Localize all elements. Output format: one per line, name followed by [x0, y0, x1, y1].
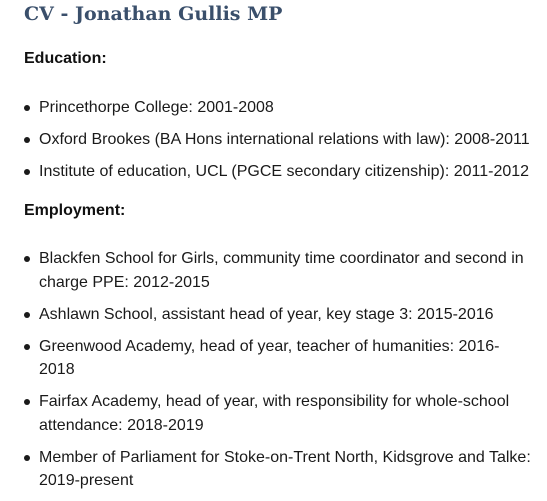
education-item	[0, 128, 547, 152]
employment-item-text: Ashlawn School, assistant head of year, key stage 3: 2015-2016	[39, 305, 494, 323]
employment-heading: Employment:	[24, 202, 126, 219]
employment-item	[0, 390, 547, 437]
bullet-icon	[24, 312, 30, 318]
education-list	[0, 96, 547, 192]
page-title: CV - Jonathan Gullis MP	[24, 3, 283, 25]
education-item-text: Oxford Brookes (BA Hons international relations with law): 2008-2011	[39, 131, 530, 149]
employment-item-text: Greenwood Academy, head of year, teacher of humanities: 2016-2018	[39, 337, 500, 378]
bullet-icon	[24, 344, 30, 350]
education-item-text: Princethorpe College: 2001-2008	[39, 99, 274, 116]
bullet-icon	[24, 137, 30, 143]
employment-item	[0, 335, 547, 382]
employment-item	[0, 303, 547, 327]
education-item-text: Institute of education, UCL (PGCE secondary citizenship): 2011-2012	[39, 163, 530, 181]
employment-item	[0, 247, 547, 294]
bullet-icon	[24, 399, 30, 405]
education-heading: Education:	[24, 50, 107, 67]
education-item	[0, 160, 547, 184]
employment-item	[0, 446, 547, 493]
employment-item-text: Fairfax Academy, head of year, with responsibility for whole-school attendance: 2018-2019	[39, 393, 510, 434]
bullet-icon	[24, 256, 30, 262]
employment-list	[0, 247, 547, 501]
employment-item-text: Blackfen School for Girls, community time coordinator and second in charge PPE: 2012-2015	[39, 250, 524, 291]
education-item	[0, 96, 547, 120]
employment-item-text: Member of Parliament for Stoke-on-Trent North, Kidsgrove and Talke: 2019-present	[39, 448, 531, 489]
bullet-icon	[24, 105, 30, 111]
bullet-icon	[24, 455, 30, 461]
bullet-icon	[24, 169, 30, 175]
